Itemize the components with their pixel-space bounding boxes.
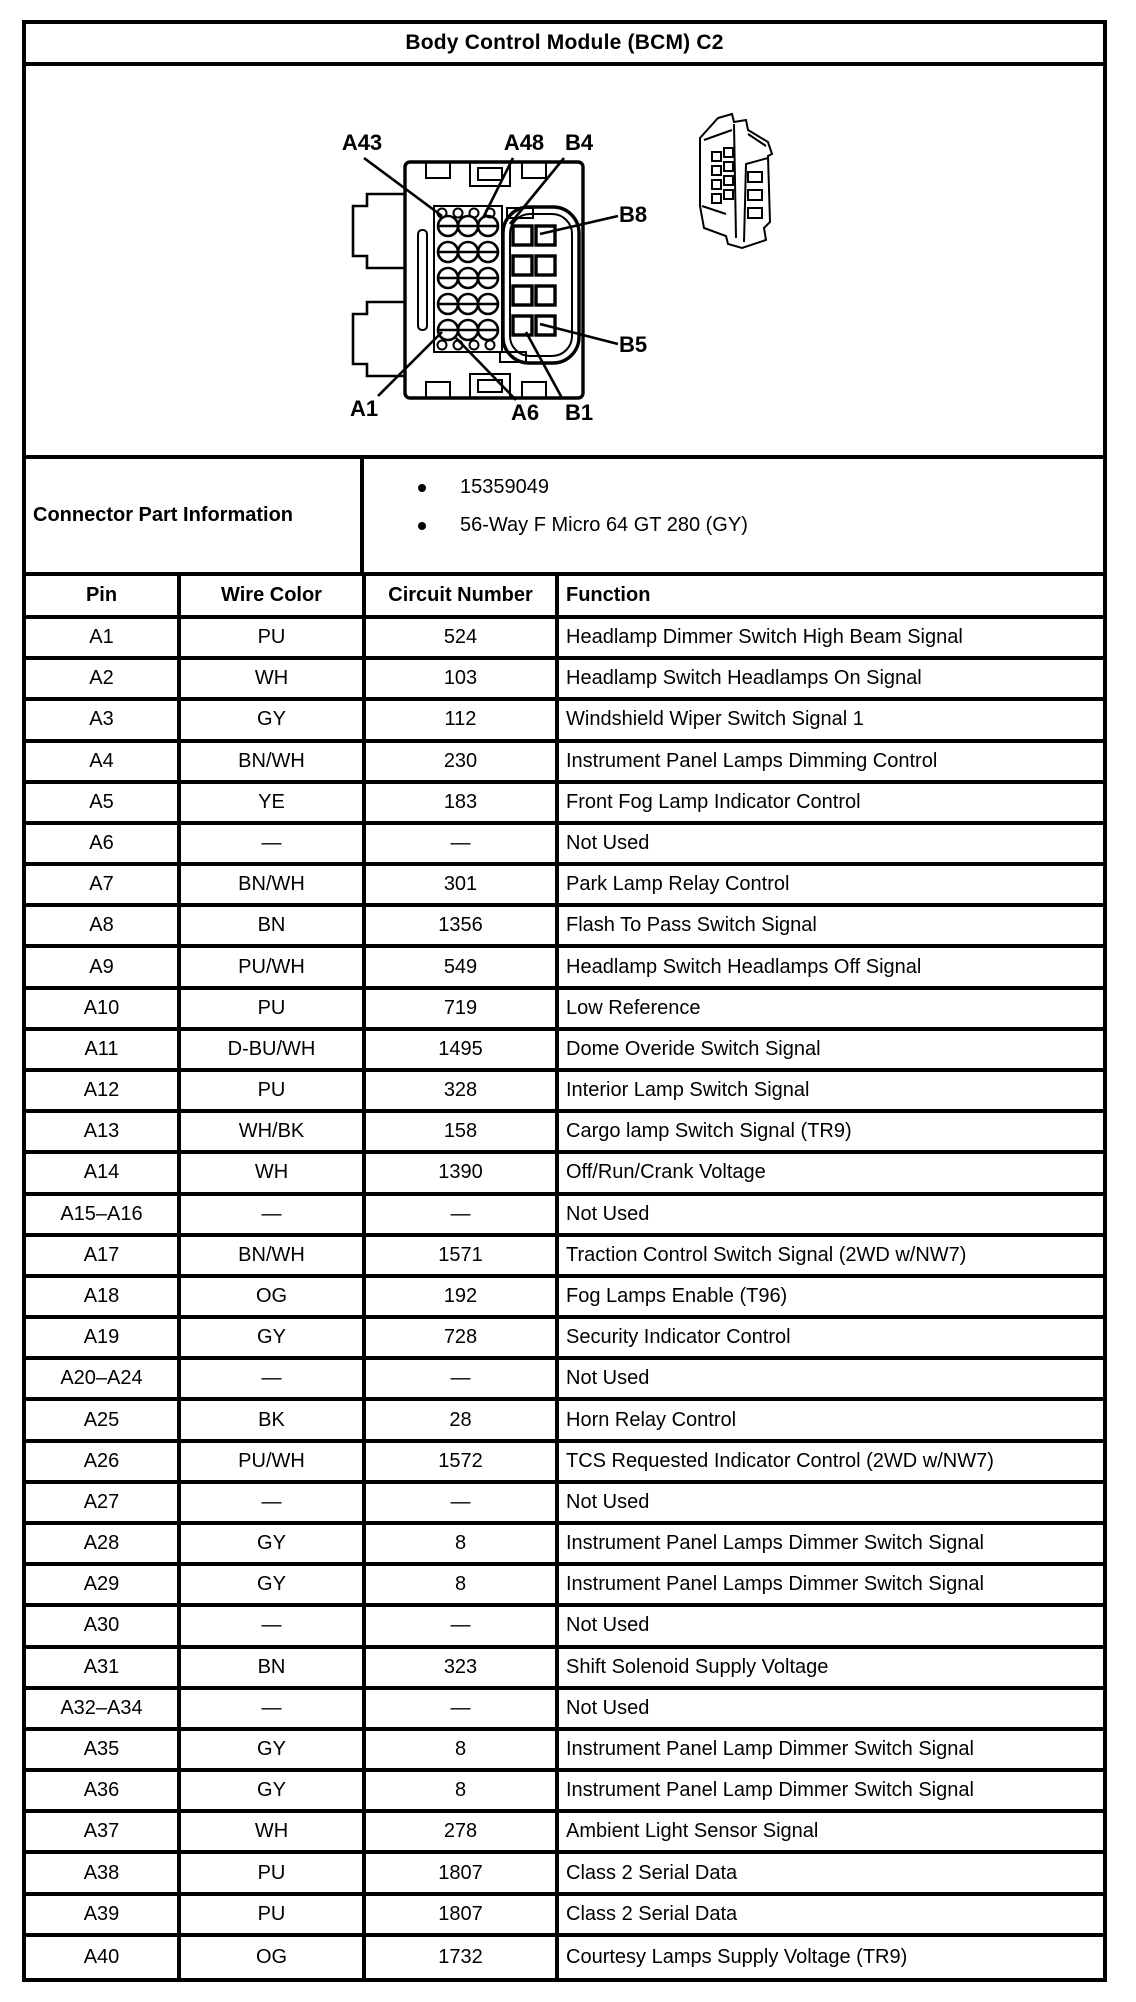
pin-cell: A38 <box>26 1854 181 1891</box>
table-row <box>26 948 1103 989</box>
pin-cell: A29 <box>26 1566 181 1603</box>
wire-color-cell: PU/WH <box>181 1443 366 1480</box>
header-function: Function <box>566 584 651 606</box>
function-cell: Interior Lamp Switch Signal <box>566 1079 810 1102</box>
wire-color-cell: PU <box>181 619 366 656</box>
connector-diagram-svg <box>26 66 1103 455</box>
mounting-ear-bottom <box>353 302 405 376</box>
pin-cell: A6 <box>26 825 181 862</box>
wire-color-cell: — <box>181 1484 366 1521</box>
circuit-number-cell: 323 <box>366 1649 559 1686</box>
circuit-number-cell: 230 <box>366 743 559 780</box>
circuit-number-cell: 1356 <box>366 907 559 944</box>
function-cell: Instrument Panel Lamps Dimming Control <box>566 749 938 772</box>
wire-color-cell: BN/WH <box>181 743 366 780</box>
circuit-number-cell: 158 <box>366 1113 559 1150</box>
wire-color-cell: GY <box>181 1731 366 1768</box>
function-cell: Low Reference <box>566 996 701 1019</box>
circuit-number-cell: — <box>366 1690 559 1727</box>
pin-cell: A17 <box>26 1237 181 1274</box>
function-cell: Horn Relay Control <box>566 1408 737 1431</box>
wire-color-cell: GY <box>181 1566 366 1603</box>
wire-color-cell: GY <box>181 701 366 738</box>
pin-cell: A35 <box>26 1731 181 1768</box>
connector-part-information-label: Connector Part Information <box>26 459 364 572</box>
table-row <box>26 1566 1103 1607</box>
function-cell: Front Fog Lamp Indicator Control <box>566 790 861 813</box>
function-cell: Headlamp Dimmer Switch High Beam Signal <box>566 626 963 649</box>
circuit-number-cell: 1390 <box>366 1154 559 1191</box>
pin-label-b1: B1 <box>564 400 594 425</box>
table-row <box>26 1484 1103 1525</box>
pin-cell: A12 <box>26 1072 181 1109</box>
function-cell: Instrument Panel Lamp Dimmer Switch Signal <box>566 1779 974 1802</box>
pinout-rows <box>26 619 1103 1978</box>
pin-cell: A15–A16 <box>26 1196 181 1233</box>
terminal-grid <box>434 206 502 352</box>
circuit-number-cell: 1807 <box>366 1896 559 1933</box>
pin-cell: A2 <box>26 660 181 697</box>
function-cell: Headlamp Switch Headlamps On Signal <box>566 667 922 690</box>
wire-color-cell: WH/BK <box>181 1113 366 1150</box>
function-cell: Not Used <box>566 1367 650 1390</box>
function-cell: Not Used <box>566 1696 650 1719</box>
circuit-number-cell: 1572 <box>366 1443 559 1480</box>
header-pin: Pin <box>26 576 181 615</box>
table-row <box>26 1772 1103 1813</box>
circuit-number-cell: 8 <box>366 1772 559 1809</box>
function-cell: Dome Overide Switch Signal <box>566 1037 821 1060</box>
mounting-ear-top <box>353 194 405 268</box>
circuit-number-cell: 183 <box>366 784 559 821</box>
table-row <box>26 1443 1103 1484</box>
function-cell: Traction Control Switch Signal (2WD w/NW7) <box>566 1243 967 1266</box>
table-row <box>26 1731 1103 1772</box>
circuit-number-cell: 8 <box>366 1566 559 1603</box>
table-row <box>26 1525 1103 1566</box>
pin-label-b4: B4 <box>564 130 594 155</box>
circuit-number-cell: 1807 <box>366 1854 559 1891</box>
cavity-grid <box>500 207 579 363</box>
circuit-number-cell: 28 <box>366 1401 559 1438</box>
function-cell: Headlamp Switch Headlamps Off Signal <box>566 955 922 978</box>
pin-cell: A39 <box>26 1896 181 1933</box>
pin-cell: A11 <box>26 1031 181 1068</box>
wire-color-cell: WH <box>181 660 366 697</box>
page-title: Body Control Module (BCM) C2 <box>26 24 1103 66</box>
pin-cell: A10 <box>26 990 181 1027</box>
circuit-number-cell: 301 <box>366 866 559 903</box>
function-cell: Off/Run/Crank Voltage <box>566 1161 766 1184</box>
pin-cell: A13 <box>26 1113 181 1150</box>
wire-color-cell: GY <box>181 1772 366 1809</box>
table-row <box>26 660 1103 701</box>
pin-label-b8: B8 <box>618 202 648 227</box>
function-cell: Class 2 Serial Data <box>566 1861 738 1884</box>
wire-color-cell: — <box>181 1196 366 1233</box>
table-row <box>26 1237 1103 1278</box>
circuit-number-cell: 8 <box>366 1731 559 1768</box>
function-cell: Not Used <box>566 1490 650 1513</box>
wire-color-cell: D-BU/WH <box>181 1031 366 1068</box>
table-row <box>26 1937 1103 1978</box>
table-row <box>26 990 1103 1031</box>
table-row <box>26 1278 1103 1319</box>
circuit-number-cell: — <box>366 1360 559 1397</box>
table-row <box>26 784 1103 825</box>
table-row <box>26 1113 1103 1154</box>
table-row <box>26 866 1103 907</box>
wire-color-cell: WH <box>181 1154 366 1191</box>
bullet-icon <box>418 484 426 492</box>
function-cell: Not Used <box>566 831 650 854</box>
pin-cell: A36 <box>26 1772 181 1809</box>
pin-cell: A3 <box>26 701 181 738</box>
wire-color-cell: GY <box>181 1525 366 1562</box>
table-row <box>26 701 1103 742</box>
function-cell: Class 2 Serial Data <box>566 1902 738 1925</box>
wire-color-cell: — <box>181 1360 366 1397</box>
pin-label-a48: A48 <box>503 130 545 155</box>
function-cell: Windshield Wiper Switch Signal 1 <box>566 708 864 731</box>
function-cell: Fog Lamps Enable (T96) <box>566 1284 788 1307</box>
table-row <box>26 619 1103 660</box>
pin-cell: A31 <box>26 1649 181 1686</box>
pin-cell: A4 <box>26 743 181 780</box>
circuit-number-cell: 278 <box>366 1813 559 1850</box>
header-wire-color: Wire Color <box>181 576 366 615</box>
table-row <box>26 1813 1103 1854</box>
function-cell: Not Used <box>566 1614 650 1637</box>
circuit-number-cell: — <box>366 1484 559 1521</box>
connector-diagram <box>26 66 1103 459</box>
table-row <box>26 1649 1103 1690</box>
table-row <box>26 743 1103 784</box>
bcm-c2-connector-sheet <box>22 20 1107 1982</box>
bullet-icon <box>418 522 426 530</box>
header-circuit-number: Circuit Number <box>366 576 559 615</box>
connector-type: 56-Way F Micro 64 GT 280 (GY) <box>460 514 748 536</box>
table-row <box>26 907 1103 948</box>
function-cell: Ambient Light Sensor Signal <box>566 1820 819 1843</box>
circuit-number-cell: 728 <box>366 1319 559 1356</box>
table-row <box>26 1031 1103 1072</box>
table-row <box>26 1154 1103 1195</box>
pin-cell: A32–A34 <box>26 1690 181 1727</box>
function-cell: Flash To Pass Switch Signal <box>566 914 817 937</box>
pin-cell: A1 <box>26 619 181 656</box>
pin-cell: A7 <box>26 866 181 903</box>
wire-color-cell: PU/WH <box>181 948 366 985</box>
function-cell: Instrument Panel Lamps Dimmer Switch Signal <box>566 1532 984 1555</box>
part-number-item <box>418 476 1097 499</box>
function-cell: Instrument Panel Lamp Dimmer Switch Signal <box>566 1737 974 1760</box>
circuit-number-cell: 8 <box>366 1525 559 1562</box>
wire-color-cell: BN <box>181 907 366 944</box>
table-row <box>26 1401 1103 1442</box>
connector-3d-view <box>700 114 772 248</box>
pin-label-a43: A43 <box>341 130 383 155</box>
wire-color-cell: — <box>181 1607 366 1644</box>
table-header-row <box>26 576 1103 619</box>
table-row <box>26 1896 1103 1937</box>
circuit-number-cell: 328 <box>366 1072 559 1109</box>
pin-cell: A9 <box>26 948 181 985</box>
wire-color-cell: — <box>181 825 366 862</box>
circuit-number-cell: 719 <box>366 990 559 1027</box>
function-cell: Park Lamp Relay Control <box>566 873 790 896</box>
connector-part-information-items <box>364 459 1103 572</box>
pin-cell: A30 <box>26 1607 181 1644</box>
table-row <box>26 1690 1103 1731</box>
function-cell: Shift Solenoid Supply Voltage <box>566 1655 829 1678</box>
wire-color-cell: YE <box>181 784 366 821</box>
wire-color-cell: BN/WH <box>181 1237 366 1274</box>
pin-cell: A8 <box>26 907 181 944</box>
function-cell: Security Indicator Control <box>566 1326 791 1349</box>
pin-cell: A28 <box>26 1525 181 1562</box>
table-row <box>26 825 1103 866</box>
wire-color-cell: WH <box>181 1813 366 1850</box>
pin-label-a6: A6 <box>510 400 540 425</box>
wire-color-cell: PU <box>181 1896 366 1933</box>
wire-color-cell: BN <box>181 1649 366 1686</box>
circuit-number-cell: 1495 <box>366 1031 559 1068</box>
connector-type-item <box>418 514 1097 537</box>
function-cell: Instrument Panel Lamps Dimmer Switch Signal <box>566 1573 984 1596</box>
connector-front-view <box>353 162 583 398</box>
pin-cell: A26 <box>26 1443 181 1480</box>
pin-label-a1: A1 <box>349 396 379 421</box>
table-row <box>26 1360 1103 1401</box>
function-cell: TCS Requested Indicator Control (2WD w/NW7) <box>566 1449 994 1472</box>
circuit-number-cell: — <box>366 1607 559 1644</box>
pin-label-b5: B5 <box>618 332 648 357</box>
wire-color-cell: PU <box>181 1854 366 1891</box>
circuit-number-cell: — <box>366 1196 559 1233</box>
pin-cell: A5 <box>26 784 181 821</box>
pin-cell: A40 <box>26 1937 181 1978</box>
table-row <box>26 1607 1103 1648</box>
pin-cell: A27 <box>26 1484 181 1521</box>
circuit-number-cell: 103 <box>366 660 559 697</box>
circuit-number-cell: 1571 <box>366 1237 559 1274</box>
circuit-number-cell: 192 <box>366 1278 559 1315</box>
part-number: 15359049 <box>460 476 549 498</box>
pin-cell: A37 <box>26 1813 181 1850</box>
pin-cell: A14 <box>26 1154 181 1191</box>
function-cell: Courtesy Lamps Supply Voltage (TR9) <box>566 1945 908 1968</box>
function-cell: Cargo lamp Switch Signal (TR9) <box>566 1120 852 1143</box>
wire-color-cell: PU <box>181 990 366 1027</box>
circuit-number-cell: 524 <box>366 619 559 656</box>
table-row <box>26 1196 1103 1237</box>
pin-cell: A19 <box>26 1319 181 1356</box>
wire-color-cell: PU <box>181 1072 366 1109</box>
circuit-number-cell: 1732 <box>366 1937 559 1978</box>
circuit-number-cell: — <box>366 825 559 862</box>
wire-color-cell: OG <box>181 1278 366 1315</box>
connector-part-information-row <box>26 459 1103 576</box>
wire-color-cell: BK <box>181 1401 366 1438</box>
table-row <box>26 1319 1103 1360</box>
circuit-number-cell: 549 <box>366 948 559 985</box>
table-row <box>26 1072 1103 1113</box>
pin-cell: A20–A24 <box>26 1360 181 1397</box>
wire-color-cell: — <box>181 1690 366 1727</box>
circuit-number-cell: 112 <box>366 701 559 738</box>
function-cell: Not Used <box>566 1202 650 1225</box>
pin-cell: A25 <box>26 1401 181 1438</box>
pin-cell: A18 <box>26 1278 181 1315</box>
wire-color-cell: OG <box>181 1937 366 1978</box>
table-row <box>26 1854 1103 1895</box>
wire-color-cell: BN/WH <box>181 866 366 903</box>
wire-color-cell: GY <box>181 1319 366 1356</box>
